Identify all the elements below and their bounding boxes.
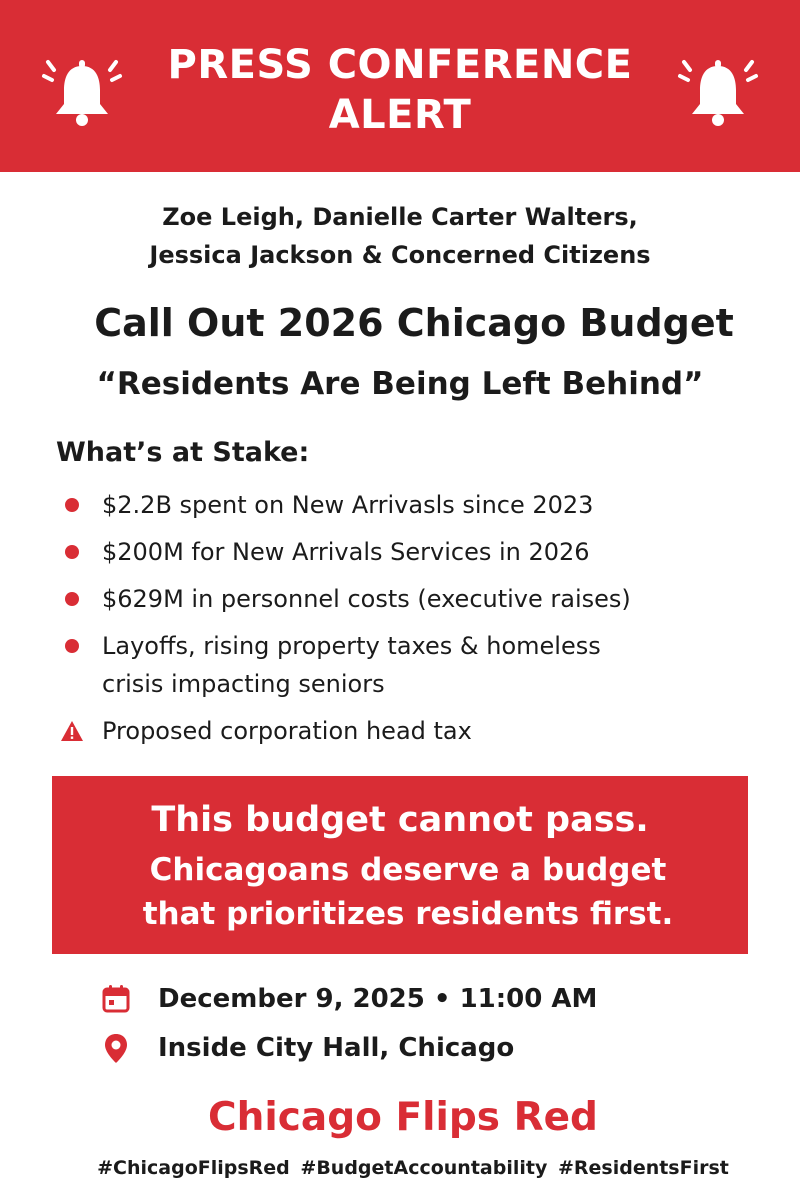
- event-datetime-text: December 9, 2025 • 11:00 AM: [158, 984, 598, 1014]
- list-item: [102, 486, 742, 524]
- subheadline: “Residents Are Being Left Behind”: [96, 366, 704, 402]
- stake-label: What’s at Stake:: [56, 437, 310, 468]
- bullet-dot: [65, 592, 79, 606]
- event-location: [100, 1028, 700, 1068]
- organizers: [0, 198, 800, 274]
- callout-heading: This budget cannot pass.: [151, 800, 649, 840]
- list-item-text: $629M in personnel costs (executive raises): [102, 585, 631, 613]
- bell-icon: [40, 54, 124, 134]
- bell-icon: [676, 54, 760, 134]
- event-datetime: [100, 979, 700, 1019]
- callout-body-line1: Chicagoans deserve a budget: [149, 852, 667, 888]
- organizers-line1: Zoe Leigh, Danielle Carter Walters,: [162, 203, 638, 231]
- bullet-dot: [65, 498, 79, 512]
- calendar-icon: [100, 983, 132, 1015]
- footer-title: Chicago Flips Red: [208, 1095, 598, 1140]
- warning-icon: [60, 720, 84, 742]
- list-item-text: Proposed corporation head tax: [102, 717, 472, 745]
- list-item-text-line1: Layoffs, rising property taxes & homeless: [102, 632, 601, 660]
- list-item: [102, 580, 742, 618]
- list-item-text: $2.2B spent on New Arrivasls since 2023: [102, 491, 594, 519]
- organizers-line2: Jessica Jackson & Concerned Citizens: [149, 241, 651, 269]
- header-title: [120, 40, 680, 140]
- bullet-dot: [65, 639, 79, 653]
- event-location-text: Inside City Hall, Chicago: [158, 1033, 515, 1063]
- location-pin-icon: [100, 1032, 132, 1064]
- bullet-dot: [65, 545, 79, 559]
- list-item: [102, 627, 742, 703]
- list-item: [102, 712, 742, 750]
- header-title-line2: ALERT: [328, 92, 472, 138]
- alert-header: [0, 0, 800, 172]
- list-item-text-line2: crisis impacting seniors: [102, 670, 385, 698]
- callout-box: [52, 776, 748, 954]
- callout-body: [52, 848, 764, 936]
- callout-body-line2: that prioritizes residents first.: [142, 896, 674, 932]
- list-item-text: $200M for New Arrivals Services in 2026: [102, 538, 590, 566]
- header-title-line1: PRESS CONFERENCE: [167, 42, 633, 88]
- headline: Call Out 2026 Chicago Budget: [94, 301, 734, 345]
- hashtags: #ChicagoFlipsRed #BudgetAccountability #ResidentsFirst: [97, 1157, 729, 1179]
- list-item: [102, 533, 742, 571]
